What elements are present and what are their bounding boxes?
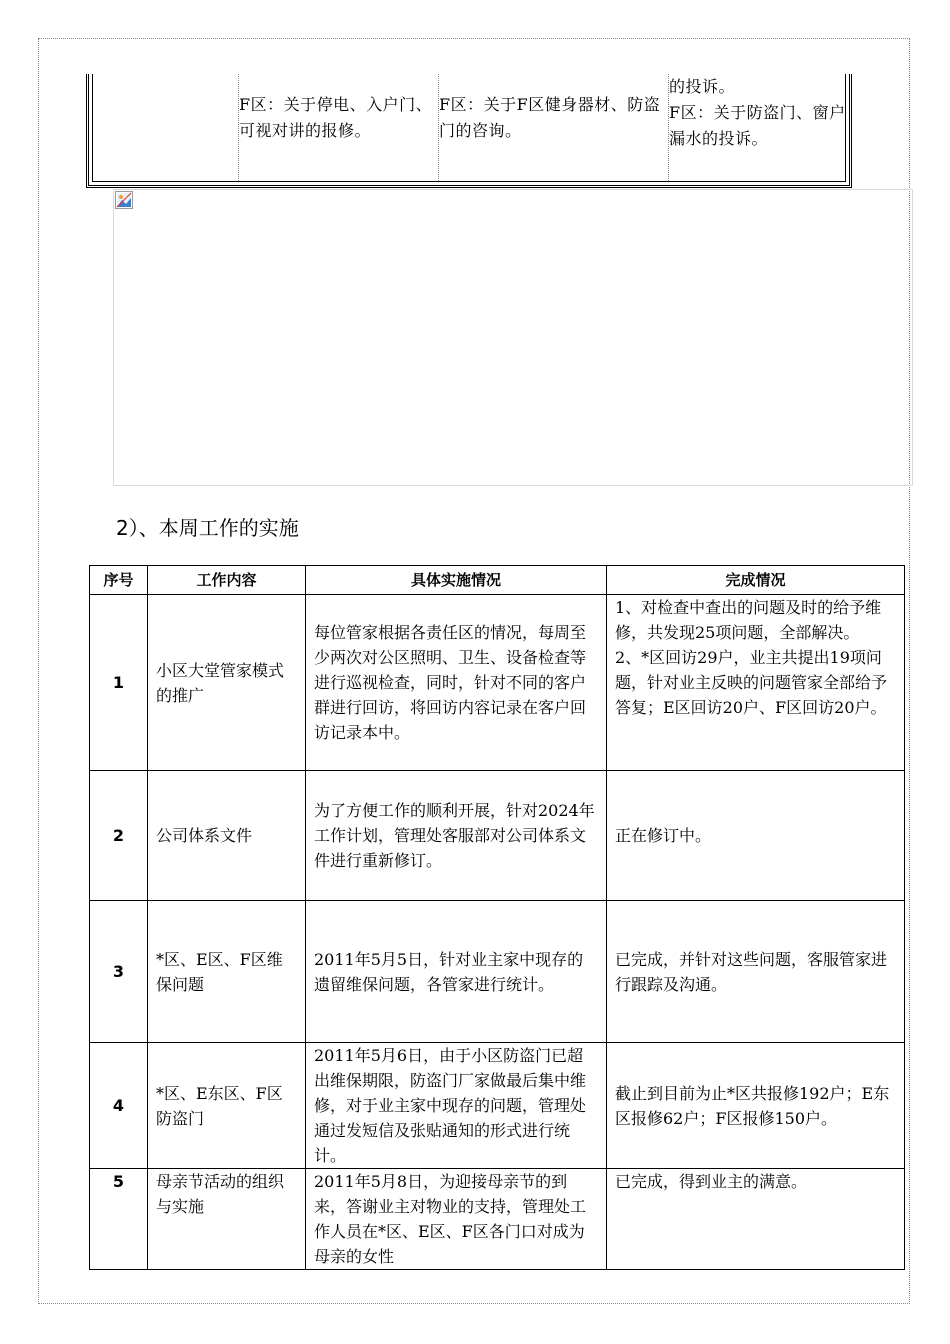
row-number: 2 — [90, 771, 148, 901]
table-header-row — [90, 566, 905, 595]
row-status: 已完成，得到业主的满意。 — [607, 1169, 905, 1270]
header-detail: 具体实施情况 — [306, 566, 607, 595]
continued-cell-4-text: 的投诉。 F区：关于防盗门、窗户漏水的投诉。 — [669, 77, 846, 148]
header-status: 完成情况 — [607, 566, 905, 595]
row-number: 3 — [90, 901, 148, 1043]
row-content: *区、E东区、F区防盗门 — [148, 1043, 306, 1169]
row-content: 母亲节活动的组织与实施 — [148, 1169, 306, 1270]
header-number: 序号 — [90, 566, 148, 595]
row-content: 小区大堂管家模式的推广 — [148, 595, 306, 771]
continued-cell-4 — [668, 74, 849, 181]
continued-cell-3-text: F区：关于F区健身器材、防盗门的咨询。 — [439, 95, 661, 140]
continued-cell-2-text: F区：关于停电、入户门、可视对讲的报修。 — [239, 95, 433, 140]
table-row — [90, 1169, 905, 1270]
continued-cell-3 — [438, 74, 669, 181]
row-content: *区、E区、F区维保问题 — [148, 901, 306, 1043]
work-table — [89, 565, 905, 1270]
row-content: 公司体系文件 — [148, 771, 306, 901]
image-placeholder — [113, 189, 913, 486]
row-number: 4 — [90, 1043, 148, 1169]
header-content: 工作内容 — [148, 566, 306, 595]
row-status: 正在修订中。 — [607, 771, 905, 901]
row-detail: 为了方便工作的顺利开展，针对2024年工作计划，管理处客服部对公司体系文件进行重新修订。 — [306, 771, 607, 901]
continued-table — [86, 74, 852, 188]
continued-table-inner — [92, 74, 846, 182]
table-row — [90, 901, 905, 1043]
row-status: 已完成，并针对这些问题，客服管家进行跟踪及沟通。 — [607, 901, 905, 1043]
broken-image-icon — [115, 191, 133, 209]
row-detail: 每位管家根据各责任区的情况，每周至少两次对公区照明、卫生、设备检查等进行巡视检查，同时，针对不同的客户群进行回访，将回访内容记录在客户回访记录本中。 — [306, 595, 607, 771]
row-detail: 2011年5月5日，针对业主家中现存的遗留维保问题，各管家进行统计。 — [306, 901, 607, 1043]
row-detail: 2011年5月6日，由于小区防盗门已超出维保期限，防盗门厂家做最后集中维修，对于业主家中现存的问题，管理处通过发短信及张贴通知的形式进行统计。 — [306, 1043, 607, 1169]
row-detail: 2011年5月8日，为迎接母亲节的到来，答谢业主对物业的支持，管理处工作人员在*区、E区、F区各门口对成为母亲的女性 — [306, 1169, 607, 1270]
continued-cell-2 — [238, 74, 439, 181]
row-number: 5 — [90, 1169, 148, 1270]
table-row — [90, 771, 905, 901]
row-number: 1 — [90, 595, 148, 771]
row-status: 截止到目前为止*区共报修192户；E东区报修62户；F区报修150户。 — [607, 1043, 905, 1169]
section-heading: 2）、本周工作的实施 — [116, 516, 299, 540]
table-row — [90, 595, 905, 771]
table-row — [90, 1043, 905, 1169]
row-status: 1、对检查中查出的问题及时的给予维修，共发现25项问题，全部解决。 2、*区回访29户，业主共提出19项问题，针对业主反映的问题管家全部给予答复；E区回访20户、F区回访20户。 — [607, 595, 905, 771]
